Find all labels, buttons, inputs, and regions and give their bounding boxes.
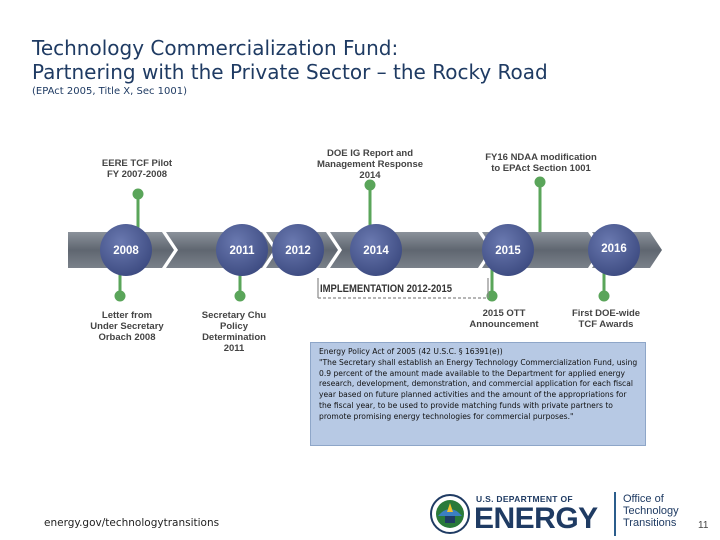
top-label-eere-pilot: EERE TCF Pilot FY 2007-2008	[101, 158, 173, 180]
top-label-ig-report: DOE IG Report and Management Response 2014	[316, 148, 424, 181]
year-label-2015: 2015	[495, 245, 521, 257]
ott-name: Office of Technology Transitions	[623, 493, 679, 529]
year-label-2016: 2016	[601, 243, 627, 255]
title-line-1: Technology Commercialization Fund:	[32, 36, 399, 60]
doe-ott-logo	[428, 490, 698, 540]
quote-body: "The Secretary shall establish an Energy Technology Commercialization Fund, using 0.9 percent of the amount made available to the Department for applied energy research, development, demonstration, and commercial application for each fiscal year based on future planned activities and the amount of the appropriations for the fiscal year, to be used to provide matching funds with private partners to promote promising energy technologies for commercial purposes."	[319, 357, 638, 421]
footer-url: energy.gov/technologytransitions	[44, 517, 220, 529]
top-connectors	[134, 178, 544, 234]
bottom-label-chu-determination: Secretary Chu Policy Determination 2011	[201, 310, 267, 354]
year-label-2011: 2011	[229, 245, 255, 257]
epact-quote-box	[310, 342, 646, 446]
doe-seal-icon	[430, 494, 470, 534]
slide-subtitle: (EPAct 2005, Title X, Sec 1001)	[32, 86, 188, 97]
quote-heading: Energy Policy Act of 2005 (42 U.S.C. § 16391(e))	[319, 347, 503, 356]
year-label-2008: 2008	[113, 245, 139, 257]
bottom-label-ott-announcement: 2015 OTT Announcement	[469, 308, 539, 330]
bottom-label-first-awards: First DOE-wide TCF Awards	[571, 308, 641, 330]
doe-name-line2: ENERGY	[474, 502, 598, 535]
year-label-2012: 2012	[285, 245, 311, 257]
implementation-label: IMPLEMENTATION 2012-2015	[320, 283, 452, 295]
title-line-2: Partnering with the Private Sector – the Rocky Road	[32, 60, 548, 84]
year-label-2014: 2014	[363, 245, 389, 257]
page-number: 11	[698, 520, 709, 531]
doe-name-line1: U.S. DEPARTMENT OF	[476, 494, 573, 504]
bottom-label-orbach-letter: Letter from Under Secretary Orbach 2008	[90, 310, 164, 343]
logo-divider	[614, 492, 616, 536]
top-label-ndaa: FY16 NDAA modification to EPAct Section 1001	[485, 152, 597, 174]
